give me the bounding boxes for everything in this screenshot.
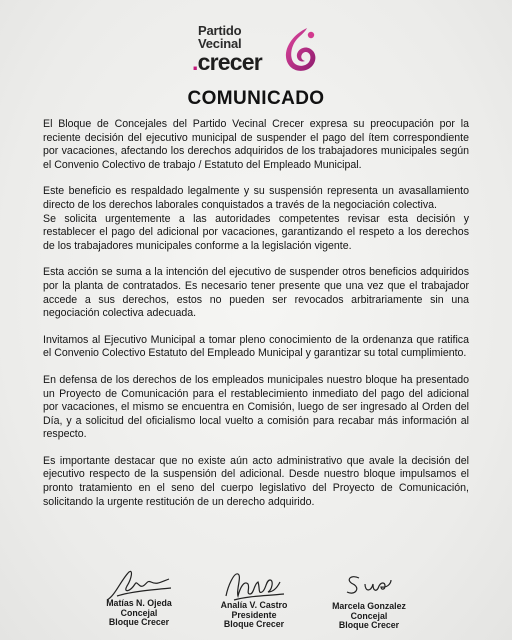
logo-dot: . xyxy=(192,49,198,75)
logo-line-2: Vecinal xyxy=(198,36,242,51)
paragraph-6: En defensa de los derechos de los empleados municipales nuestro bloque ha presentado un Proyecto de Comunicación para el restablecimiento inmediato del pago del adicional por vacaciones, el mismo se encuentra en Comisión, luego de ser ingresado al Orden del Día, y a solicitud del oficialismo local vuelto a comisión para recabar más información al respecto. xyxy=(43,373,469,441)
handwritten-signature-icon xyxy=(329,566,409,606)
paragraph-1: El Bloque de Concejales del Partido Vecinal Crecer expresa su preocupación por la reciente decisión del ejecutivo municipal de suspender el pago del ítem correspondiente por vacaciones, afectando los derechos adquiridos de los trabajadores municipales según el Convenio Colectivo de trabajo / Estatuto del Empleado Municipal. xyxy=(43,118,469,171)
signature-block-castro xyxy=(199,566,309,630)
signatory-name: Analía V. Castro xyxy=(220,600,288,610)
signatory-bloc: Bloque Crecer xyxy=(223,619,285,630)
logo-line-1: Partido xyxy=(198,23,242,38)
signatory-role: Concejal xyxy=(350,610,388,621)
signatory-name: Marcela Gonzalez xyxy=(332,601,406,611)
page-title: COMUNICADO xyxy=(187,88,325,109)
signatory-bloc: Bloque Crecer xyxy=(108,617,170,628)
paragraph-4: Esta acción se suma a la intención del ejecutivo de suspender otros beneficios adquiridos por la planta de contratados. Es necesario tener presente que una vez que el trabajador accede a sus derechos, estos no pueden ser revocados arbitrariamente sin una negociación colectiva adecuada. xyxy=(43,266,469,320)
signature-block-ojeda xyxy=(84,566,194,628)
signature-block-gonzalez xyxy=(314,566,424,631)
paragraph-3: Se solicita urgentemente a las autoridades competentes revisar esta decisión y restablecer el pago del adicional por vacaciones, garantizando el respeto a los derechos de los trabajadores municipales conforme a la legislación vigente. xyxy=(43,212,469,252)
logo-brand-text: crecer xyxy=(197,49,262,75)
party-logo xyxy=(186,22,326,78)
signatory-bloc: Bloque Crecer xyxy=(338,620,400,631)
paragraph-5: Invitamos al Ejecutivo Municipal a tomar pleno conocimiento de la ordenanza que ratifica el Convenio Colectivo Estatuto del Empleado Municipal y garantizar su total cumplimiento. xyxy=(43,333,469,360)
paragraph-7: Es importante destacar que no existe aún acto administrativo que avale la decisión del ejecutivo respecto de la suspensión del adicional. Desde nuestro bloque impulsamos el pronto tratamiento en el seno del cuerpo legislativo del Proyecto de Comunicación, solicitando la urgente restitución de un derecho adquirido. xyxy=(43,454,469,508)
signatory-role: Presidente xyxy=(231,609,277,620)
signatory-role: Concejal xyxy=(120,607,158,618)
paragraph-2: Este beneficio es respaldado legalmente y su suspensión representa un avasallamiento directo de los derechos laborales conquistados a través de la negociación colectiva. xyxy=(43,185,469,211)
logo-swirl-icon xyxy=(280,26,320,74)
signatory-name: Matías N. Ojeda xyxy=(106,598,172,608)
statement-body xyxy=(43,118,469,509)
logo-brand xyxy=(192,49,262,75)
